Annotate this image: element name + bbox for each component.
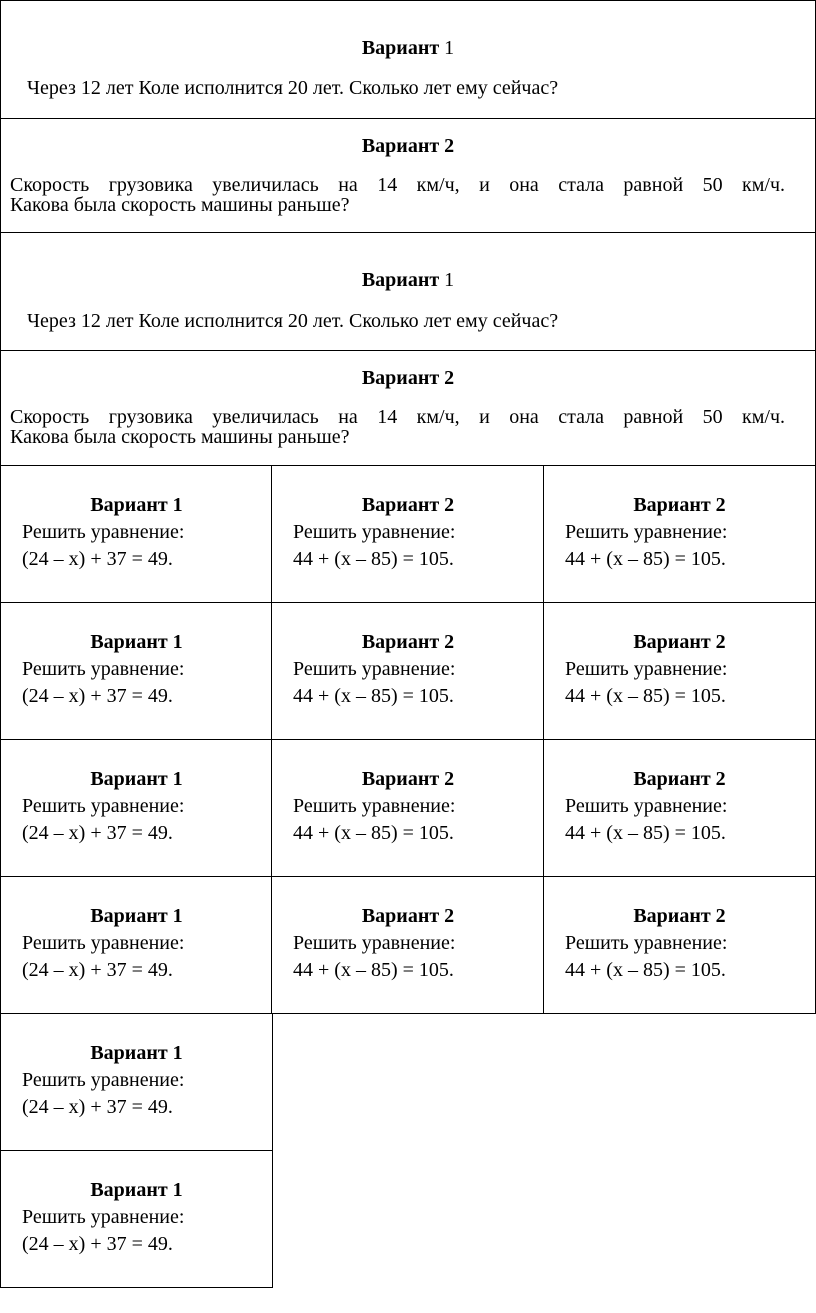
card-instruction: Решить уравнение: [22, 795, 185, 817]
card-title: Вариант 2 [633, 494, 726, 516]
card-equation: 44 + (x – 85) = 105. [565, 548, 726, 570]
card-equation: (24 – x) + 37 = 49. [22, 959, 173, 981]
card-instruction: Решить уравнение: [22, 1069, 185, 1091]
card-instruction: Решить уравнение: [22, 658, 185, 680]
card-instruction: Решить уравнение: [22, 1206, 185, 1228]
card-title: Вариант 2 [633, 631, 726, 653]
card-equation: 44 + (x – 85) = 105. [293, 685, 454, 707]
card-variant-2 [543, 876, 816, 1014]
variant-title-bold: Вариант 2 [361, 135, 455, 157]
card-title: Вариант 2 [361, 631, 455, 653]
card-instruction: Решить уравнение: [565, 795, 728, 817]
card-variant-2 [271, 739, 545, 877]
card-instruction: Решить уравнение: [293, 932, 456, 954]
card-variant-1 [0, 739, 273, 877]
word-problem-block-4 [0, 350, 816, 466]
problem-text: Через 12 лет Коле исполнится 20 лет. Сколько лет ему сейчас? [27, 310, 559, 332]
card-variant-1 [0, 465, 273, 603]
card-variant-2 [271, 876, 545, 1014]
card-equation: (24 – x) + 37 = 49. [22, 548, 173, 570]
card-equation: (24 – x) + 37 = 49. [22, 1233, 173, 1255]
card-variant-1 [0, 876, 273, 1014]
problem-text-line-1: Скорость грузовика увеличилась на 14 км/ч, и она стала равной 50 км/ч. [10, 406, 785, 428]
card-equation: (24 – x) + 37 = 49. [22, 1096, 173, 1118]
variant-title [1, 37, 815, 60]
variant-title-number: 1 [444, 269, 455, 291]
card-variant-1 [0, 1150, 273, 1288]
card-title: Вариант 2 [361, 768, 455, 790]
card-equation: (24 – x) + 37 = 49. [22, 822, 173, 844]
variant-title-number: 1 [444, 37, 455, 59]
word-problem-block-1 [0, 0, 816, 119]
card-instruction: Решить уравнение: [565, 658, 728, 680]
card-variant-2 [271, 465, 545, 603]
card-equation: 44 + (x – 85) = 105. [293, 822, 454, 844]
card-instruction: Решить уравнение: [293, 795, 456, 817]
card-instruction: Решить уравнение: [22, 521, 185, 543]
card-equation: 44 + (x – 85) = 105. [565, 822, 726, 844]
problem-text: Через 12 лет Коле исполнится 20 лет. Сколько лет ему сейчас? [27, 77, 559, 99]
card-instruction: Решить уравнение: [565, 932, 728, 954]
card-variant-1 [0, 1013, 273, 1151]
card-variant-2 [543, 465, 816, 603]
card-instruction: Решить уравнение: [565, 521, 728, 543]
card-equation: 44 + (x – 85) = 105. [293, 548, 454, 570]
card-title: Вариант 2 [633, 905, 726, 927]
problem-text-line-2: Какова была скорость машины раньше? [10, 426, 350, 448]
variant-title [1, 367, 815, 390]
problem-text-line-2: Какова была скорость машины раньше? [10, 194, 350, 216]
card-instruction: Решить уравнение: [293, 658, 456, 680]
card-title: Вариант 2 [361, 905, 455, 927]
card-title: Вариант 1 [90, 1042, 183, 1064]
card-title: Вариант 1 [90, 905, 183, 927]
card-equation: 44 + (x – 85) = 105. [565, 959, 726, 981]
variant-title [1, 269, 815, 292]
card-variant-2 [543, 739, 816, 877]
card-title: Вариант 2 [361, 494, 455, 516]
card-equation: (24 – x) + 37 = 49. [22, 685, 173, 707]
card-instruction: Решить уравнение: [22, 932, 185, 954]
card-variant-2 [271, 602, 545, 740]
card-title: Вариант 2 [633, 768, 726, 790]
card-title: Вариант 1 [90, 768, 183, 790]
card-equation: 44 + (x – 85) = 105. [565, 685, 726, 707]
variant-title-bold: Вариант 2 [361, 367, 455, 389]
card-variant-2 [543, 602, 816, 740]
problem-text-line-1: Скорость грузовика увеличилась на 14 км/ч, и она стала равной 50 км/ч. [10, 174, 785, 196]
card-equation: 44 + (x – 85) = 105. [293, 959, 454, 981]
variant-title-bold: Вариант [361, 269, 440, 291]
card-variant-1 [0, 602, 273, 740]
card-title: Вариант 1 [90, 494, 183, 516]
card-title: Вариант 1 [90, 1179, 183, 1201]
card-instruction: Решить уравнение: [293, 521, 456, 543]
card-title: Вариант 1 [90, 631, 183, 653]
word-problem-block-3 [0, 232, 816, 351]
word-problem-block-2 [0, 118, 816, 233]
variant-title [1, 135, 815, 158]
variant-title-bold: Вариант [361, 37, 440, 59]
